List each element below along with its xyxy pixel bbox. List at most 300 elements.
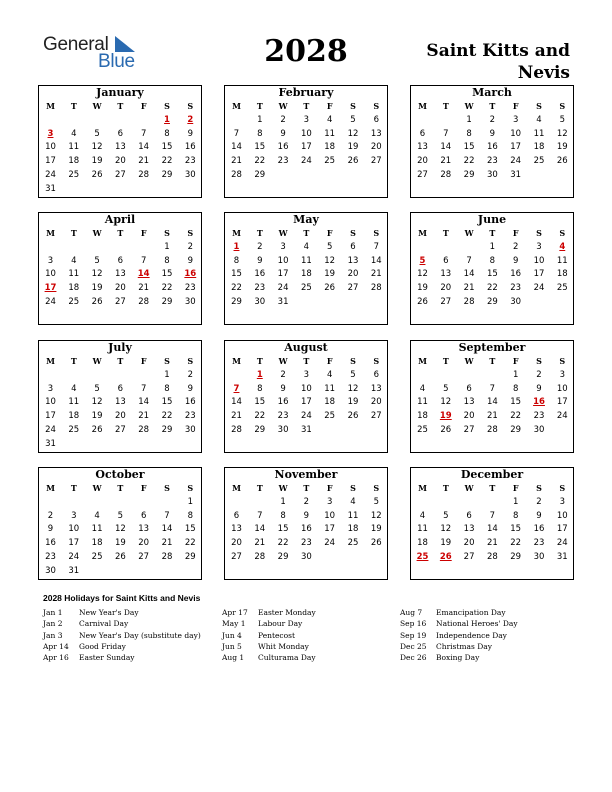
day-cell: 9: [187, 128, 193, 139]
day-cell: 25: [91, 551, 103, 562]
holiday-date: Jun 4: [222, 630, 242, 640]
day-cell: 29: [184, 551, 196, 562]
day-cell: 8: [512, 383, 519, 394]
weekday-label: W: [278, 228, 288, 238]
weekday-label: W: [464, 101, 474, 111]
day-cell: 21: [463, 283, 475, 294]
day-cell: 29: [231, 296, 242, 307]
day-cell: 3: [303, 115, 310, 125]
day-cell: 14: [138, 397, 150, 408]
holiday-name: New Year's Day: [79, 608, 139, 617]
day-cell: 20: [114, 283, 126, 294]
day-cell: 29: [161, 296, 173, 307]
month-august: [224, 340, 388, 453]
day-cell: 16: [184, 397, 196, 408]
day-cell: 13: [231, 524, 242, 535]
weekday-label: W: [464, 356, 474, 366]
day-cell: 30: [533, 424, 545, 435]
day-cell: 30: [510, 296, 522, 307]
day-cell: 14: [486, 397, 498, 408]
day-cell: 10: [533, 255, 545, 266]
day-cell: 19: [440, 538, 452, 549]
day-cell: 10: [300, 128, 312, 139]
day-cell: 5: [94, 255, 100, 266]
day-cell: 23: [184, 411, 196, 422]
weekday-label: W: [92, 483, 102, 493]
day-cell: 3: [47, 383, 54, 394]
weekday-label: W: [278, 356, 288, 366]
day-cell: 2: [257, 242, 263, 252]
month-name: May: [293, 213, 319, 226]
day-cell: 15: [161, 397, 173, 408]
day-cell: 18: [417, 411, 428, 422]
day-cell: 3: [303, 370, 310, 380]
weekday-label: S: [559, 483, 566, 493]
weekday-label: T: [117, 356, 124, 366]
day-cell: 27: [370, 156, 382, 167]
weekday-label: M: [232, 101, 241, 111]
day-cell: 29: [486, 296, 498, 307]
day-cell: 25: [68, 169, 80, 180]
weekday-label: S: [350, 483, 356, 493]
day-cell: 18: [68, 156, 80, 167]
day-cell: 25: [68, 296, 80, 307]
day-cell: 4: [71, 255, 77, 266]
day-cell: 24: [277, 283, 289, 294]
day-cell: 18: [556, 269, 568, 280]
holidays-title: 2028 Holidays for Saint Kitts and Nevis: [43, 593, 201, 603]
weekday-label: S: [373, 101, 380, 111]
day-cell: 14: [440, 142, 452, 153]
day-cell: 9: [47, 524, 54, 535]
weekday-label: S: [164, 101, 170, 111]
day-cell: 5: [559, 115, 565, 125]
day-cell: 20: [347, 269, 359, 280]
weekday-label: T: [489, 228, 496, 238]
weekday-label: F: [326, 228, 333, 238]
holiday-day-cell: 26: [439, 551, 452, 562]
day-cell: 6: [466, 510, 472, 521]
day-cell: 22: [486, 283, 498, 294]
weekday-label: W: [92, 356, 102, 366]
day-cell: 16: [300, 524, 312, 535]
weekday-label: S: [164, 228, 170, 238]
day-cell: 30: [254, 296, 266, 307]
day-cell: 24: [45, 169, 56, 180]
holiday-day-cell: 2: [187, 115, 194, 125]
month-name: December: [460, 468, 524, 481]
country-title: Saint Kitts and Nevis: [426, 41, 570, 83]
day-cell: 26: [91, 424, 103, 435]
day-cell: 29: [161, 424, 173, 435]
day-cell: 5: [94, 128, 100, 139]
day-cell: 17: [300, 142, 312, 153]
weekday-label: W: [278, 101, 288, 111]
day-cell: 22: [161, 156, 173, 167]
day-cell: 26: [417, 296, 428, 307]
day-cell: 7: [466, 255, 472, 266]
day-cell: 22: [161, 283, 173, 294]
weekday-label: S: [164, 483, 170, 493]
day-cell: 15: [463, 142, 475, 153]
day-cell: 21: [440, 156, 452, 167]
weekday-label: T: [303, 356, 310, 366]
day-cell: 23: [184, 283, 196, 294]
weekday-label: T: [256, 228, 263, 238]
day-cell: 26: [114, 551, 126, 562]
day-cell: 8: [164, 255, 170, 266]
day-cell: 15: [510, 397, 522, 408]
day-cell: 6: [233, 510, 240, 521]
day-cell: 4: [71, 383, 77, 394]
day-cell: 9: [187, 255, 193, 266]
day-cell: 4: [326, 115, 333, 125]
day-cell: 31: [556, 551, 568, 562]
holiday-name: Pentecost: [258, 630, 296, 640]
day-cell: 9: [280, 383, 286, 394]
holiday-name: Easter Sunday: [79, 653, 135, 663]
month-march: [410, 85, 574, 198]
day-cell: 3: [326, 497, 333, 507]
month-name: August: [284, 341, 328, 354]
day-cell: 28: [161, 551, 173, 562]
holiday-date: Apr 14: [43, 641, 69, 651]
day-cell: 4: [350, 497, 356, 507]
day-cell: 19: [91, 411, 103, 422]
day-cell: 27: [138, 551, 150, 562]
day-cell: 30: [486, 169, 498, 180]
day-cell: 17: [45, 411, 56, 422]
weekday-label: M: [46, 101, 55, 111]
holiday-day-cell: 1: [233, 242, 240, 252]
day-cell: 23: [510, 283, 522, 294]
day-cell: 6: [140, 510, 147, 521]
month-february: [224, 85, 388, 198]
day-cell: 15: [161, 269, 173, 280]
day-cell: 11: [91, 524, 103, 535]
weekday-label: T: [489, 483, 496, 493]
day-cell: 13: [138, 524, 150, 535]
weekday-label: F: [326, 356, 333, 366]
day-cell: 25: [324, 411, 336, 422]
weekday-label: M: [46, 483, 55, 493]
day-cell: 2: [47, 510, 54, 521]
day-cell: 20: [138, 538, 150, 549]
day-cell: 2: [280, 370, 286, 380]
day-cell: 10: [45, 142, 56, 153]
day-cell: 16: [486, 142, 498, 153]
day-cell: 27: [370, 411, 382, 422]
day-cell: 20: [440, 283, 452, 294]
weekday-label: F: [512, 101, 519, 111]
day-cell: 14: [486, 524, 498, 535]
day-cell: 22: [161, 411, 173, 422]
day-cell: 24: [300, 156, 312, 167]
holiday-date: Apr 16: [43, 653, 69, 663]
day-cell: 8: [257, 383, 263, 394]
holiday-date: Jan 3: [43, 630, 63, 640]
day-cell: 29: [254, 424, 266, 435]
holiday-name: Carnival Day: [79, 619, 129, 629]
day-cell: 5: [94, 383, 100, 394]
day-cell: 12: [440, 524, 452, 535]
holiday-day-cell: 14: [137, 269, 150, 280]
holiday-date: Sep 19: [400, 630, 427, 640]
day-cell: 28: [463, 296, 475, 307]
day-cell: 11: [300, 255, 312, 266]
holiday-name: Independence Day: [436, 630, 507, 640]
day-cell: 11: [417, 397, 428, 408]
day-cell: 23: [277, 156, 289, 167]
weekday-label: M: [46, 228, 55, 238]
holiday-name: Labour Day: [258, 619, 303, 629]
day-cell: 1: [466, 115, 472, 125]
weekday-label: S: [187, 101, 194, 111]
holiday-day-cell: 3: [47, 128, 54, 139]
weekday-label: T: [442, 356, 449, 366]
weekday-label: T: [303, 483, 310, 493]
day-cell: 13: [114, 397, 126, 408]
weekday-label: M: [418, 483, 427, 493]
month-name: October: [95, 468, 145, 481]
weekday-label: T: [117, 228, 124, 238]
day-cell: 31: [68, 565, 80, 576]
day-cell: 21: [486, 411, 498, 422]
day-cell: 21: [161, 538, 173, 549]
day-cell: 30: [45, 565, 56, 576]
day-cell: 10: [324, 510, 336, 521]
day-cell: 26: [556, 156, 568, 167]
day-cell: 19: [114, 538, 126, 549]
day-cell: 24: [324, 538, 336, 549]
holiday-date: Jan 2: [43, 619, 63, 629]
day-cell: 16: [254, 269, 266, 280]
weekday-label: S: [536, 483, 542, 493]
day-cell: 6: [117, 383, 124, 394]
day-cell: 14: [370, 255, 382, 266]
day-cell: 19: [91, 283, 103, 294]
day-cell: 19: [370, 524, 382, 535]
day-cell: 18: [300, 269, 312, 280]
holiday-date: Jan 1: [43, 608, 63, 617]
day-cell: 27: [114, 424, 126, 435]
weekday-label: M: [46, 356, 55, 366]
day-cell: 12: [556, 128, 568, 139]
weekday-label: S: [187, 483, 194, 493]
day-cell: 29: [510, 551, 522, 562]
day-cell: 22: [231, 283, 242, 294]
day-cell: 19: [347, 397, 359, 408]
day-cell: 30: [277, 424, 289, 435]
weekday-label: S: [187, 356, 194, 366]
day-cell: 4: [419, 383, 426, 394]
day-cell: 13: [417, 142, 428, 153]
day-cell: 25: [347, 538, 359, 549]
day-cell: 21: [138, 156, 150, 167]
day-cell: 4: [303, 242, 310, 252]
month-name: July: [108, 341, 132, 354]
day-cell: 22: [254, 411, 266, 422]
holiday-day-cell: 1: [256, 370, 263, 380]
day-cell: 27: [463, 551, 475, 562]
holiday-name: Christmas Day: [436, 641, 492, 651]
day-cell: 11: [417, 524, 428, 535]
day-cell: 7: [489, 383, 496, 394]
holiday-name: Easter Monday: [258, 608, 316, 617]
day-cell: 15: [161, 142, 173, 153]
day-cell: 4: [94, 510, 100, 521]
day-cell: 14: [231, 142, 242, 153]
weekday-label: F: [326, 101, 333, 111]
weekday-label: T: [256, 356, 263, 366]
weekday-label: S: [559, 228, 566, 238]
day-cell: 26: [440, 424, 452, 435]
day-cell: 23: [184, 156, 196, 167]
weekday-label: W: [92, 228, 102, 238]
day-cell: 28: [231, 424, 242, 435]
day-cell: 7: [233, 128, 240, 139]
day-cell: 9: [536, 383, 542, 394]
day-cell: 26: [324, 283, 336, 294]
day-cell: 24: [510, 156, 522, 167]
day-cell: 27: [417, 169, 428, 180]
day-cell: 13: [463, 524, 475, 535]
month-april: [38, 212, 202, 325]
day-cell: 21: [138, 283, 150, 294]
day-cell: 6: [117, 128, 124, 139]
holiday-day-cell: 19: [439, 411, 452, 422]
day-cell: 22: [463, 156, 475, 167]
day-cell: 8: [280, 510, 286, 521]
day-cell: 1: [489, 242, 496, 252]
day-cell: 30: [184, 424, 196, 435]
day-cell: 28: [138, 169, 150, 180]
day-cell: 20: [463, 538, 475, 549]
day-cell: 20: [463, 411, 475, 422]
day-cell: 28: [486, 551, 498, 562]
holiday-name: Emancipation Day: [436, 608, 506, 617]
day-cell: 1: [512, 370, 519, 380]
day-cell: 29: [277, 551, 289, 562]
weekday-label: S: [350, 356, 356, 366]
day-cell: 21: [231, 156, 242, 167]
weekday-label: S: [350, 228, 356, 238]
month-november: [224, 467, 388, 580]
weekday-label: W: [278, 483, 288, 493]
weekday-label: M: [232, 228, 241, 238]
day-cell: 17: [300, 397, 312, 408]
holiday-day-cell: 16: [184, 269, 197, 280]
weekday-label: M: [418, 101, 427, 111]
day-cell: 25: [556, 283, 568, 294]
day-cell: 29: [510, 424, 522, 435]
weekday-label: T: [442, 483, 449, 493]
day-cell: 17: [277, 269, 289, 280]
month-name: January: [96, 86, 144, 99]
month-name: June: [477, 213, 507, 226]
holiday-name: New Year's Day (substitute day): [79, 630, 201, 640]
day-cell: 10: [556, 383, 568, 394]
day-cell: 26: [91, 169, 103, 180]
day-cell: 9: [536, 510, 542, 521]
holiday-date: Dec 26: [400, 653, 427, 663]
day-cell: 3: [559, 370, 565, 380]
day-cell: 10: [277, 255, 289, 266]
weekday-label: T: [303, 101, 310, 111]
holiday-day-cell: 17: [44, 283, 57, 294]
day-cell: 15: [254, 142, 266, 153]
day-cell: 27: [347, 283, 359, 294]
day-cell: 22: [277, 538, 289, 549]
day-cell: 30: [184, 296, 196, 307]
holiday-name: Culturama Day: [258, 653, 316, 663]
day-cell: 3: [512, 115, 519, 125]
day-cell: 22: [510, 538, 522, 549]
month-december: [410, 467, 574, 580]
day-cell: 13: [463, 397, 475, 408]
day-cell: 5: [373, 497, 379, 507]
day-cell: 18: [417, 538, 428, 549]
day-cell: 14: [254, 524, 266, 535]
day-cell: 12: [370, 510, 382, 521]
day-cell: 17: [68, 538, 80, 549]
day-cell: 10: [556, 510, 568, 521]
month-june: [410, 212, 574, 325]
day-cell: 20: [417, 156, 428, 167]
day-cell: 5: [117, 510, 124, 521]
day-cell: 24: [556, 411, 568, 422]
day-cell: 24: [45, 296, 56, 307]
day-cell: 28: [486, 424, 498, 435]
day-cell: 17: [510, 142, 522, 153]
day-cell: 14: [161, 524, 173, 535]
day-cell: 27: [231, 551, 242, 562]
holiday-date: Aug 1: [222, 653, 245, 663]
day-cell: 25: [68, 424, 80, 435]
day-cell: 8: [233, 255, 240, 266]
day-cell: 28: [231, 169, 242, 180]
day-cell: 12: [91, 397, 103, 408]
weekday-label: S: [536, 101, 542, 111]
day-cell: 18: [68, 411, 80, 422]
day-cell: 9: [187, 383, 193, 394]
day-cell: 17: [556, 397, 568, 408]
day-cell: 23: [533, 538, 545, 549]
day-cell: 13: [114, 142, 126, 153]
day-cell: 3: [536, 242, 542, 252]
month-january: [38, 85, 202, 198]
weekday-label: F: [512, 356, 519, 366]
day-cell: 25: [300, 283, 312, 294]
day-cell: 26: [370, 538, 382, 549]
weekday-label: F: [512, 228, 519, 238]
day-cell: 5: [350, 370, 356, 380]
day-cell: 20: [114, 411, 126, 422]
day-cell: 7: [257, 510, 263, 521]
day-cell: 18: [68, 283, 80, 294]
holiday-day-cell: 7: [233, 383, 240, 394]
logo-general-text: General: [43, 34, 109, 55]
holiday-date: Dec 25: [400, 641, 427, 651]
holiday-day-cell: 4: [559, 242, 566, 252]
day-cell: 11: [68, 142, 80, 153]
day-cell: 14: [138, 142, 150, 153]
day-cell: 7: [140, 383, 147, 394]
weekday-label: F: [512, 483, 519, 493]
day-cell: 15: [486, 269, 498, 280]
day-cell: 7: [164, 510, 170, 521]
day-cell: 31: [45, 183, 56, 194]
